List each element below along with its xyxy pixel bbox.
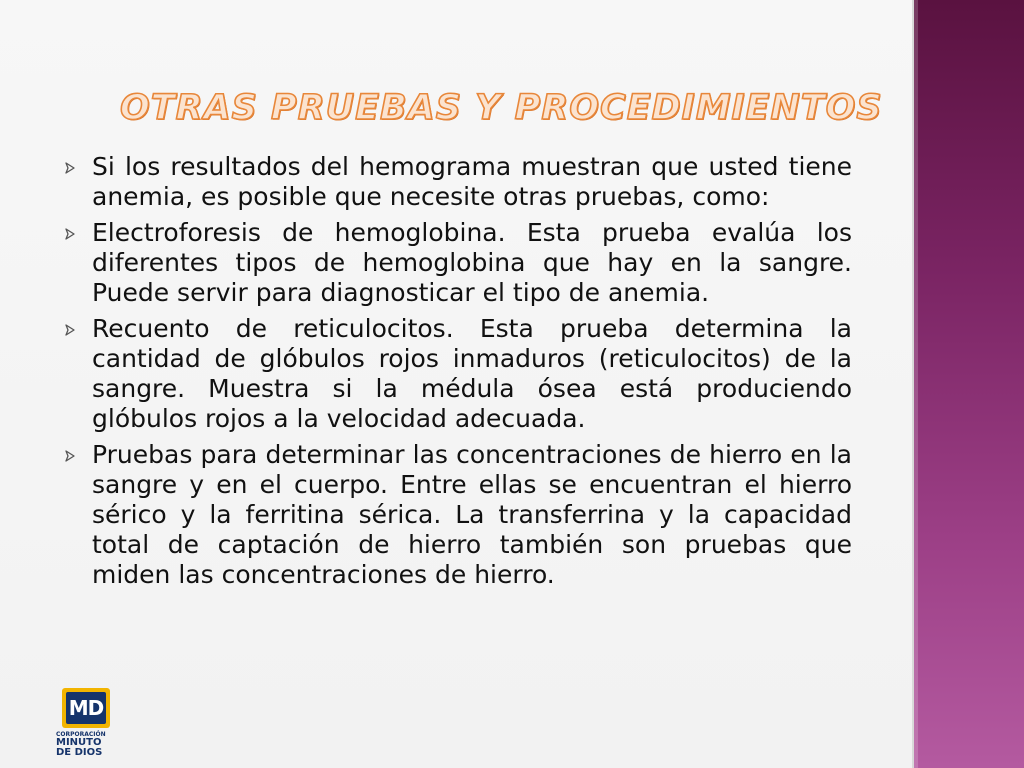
bullet-item: [60, 314, 852, 434]
bullet-list: [60, 152, 852, 596]
logo: [56, 688, 122, 760]
logo-mark: [62, 688, 110, 728]
bullet-item: [60, 440, 852, 590]
bullet-text: Pruebas para determinar las concentraciones de hierro en la sangre y en el cuerpo. Entre ellas se encuentran el hierro sérico y la ferritina sérica. La transferrina y la capacidad total de captación de hierro también son pruebas que miden las concentraciones de hierro.: [92, 440, 852, 589]
bullet-text: Si los resultados del hemograma muestran que usted tiene anemia, es posible que necesite otras pruebas, como:: [92, 152, 852, 211]
bullet-text: Electroforesis de hemoglobina. Esta prueba evalúa los diferentes tipos de hemoglobina que hay en la sangre. Puede servir para diagnosticar el tipo de anemia.: [92, 218, 852, 307]
arrow-bullet-icon: [64, 228, 76, 240]
logo-mark-text: MD: [66, 692, 106, 724]
decorative-side-band: [912, 0, 1024, 768]
bullet-item: [60, 152, 852, 212]
arrow-bullet-icon: [64, 324, 76, 336]
arrow-bullet-icon: [64, 450, 76, 462]
slide-title: OTRAS PRUEBAS Y PROCEDIMIENTOS: [120, 88, 883, 128]
arrow-bullet-icon: [64, 162, 76, 174]
logo-line-1: CORPORACIÓN: [56, 731, 106, 738]
bullet-text: Recuento de reticulocitos. Esta prueba determina la cantidad de glóbulos rojos inmaduros (reticulocitos) de la sangre. Muestra si la médula ósea está produciendo glóbulos rojos a la velocidad adecuada.: [92, 314, 852, 433]
logo-line-2: MINUTO: [56, 737, 102, 748]
bullet-item: [60, 218, 852, 308]
logo-line-3: DE DIOS: [56, 747, 103, 758]
